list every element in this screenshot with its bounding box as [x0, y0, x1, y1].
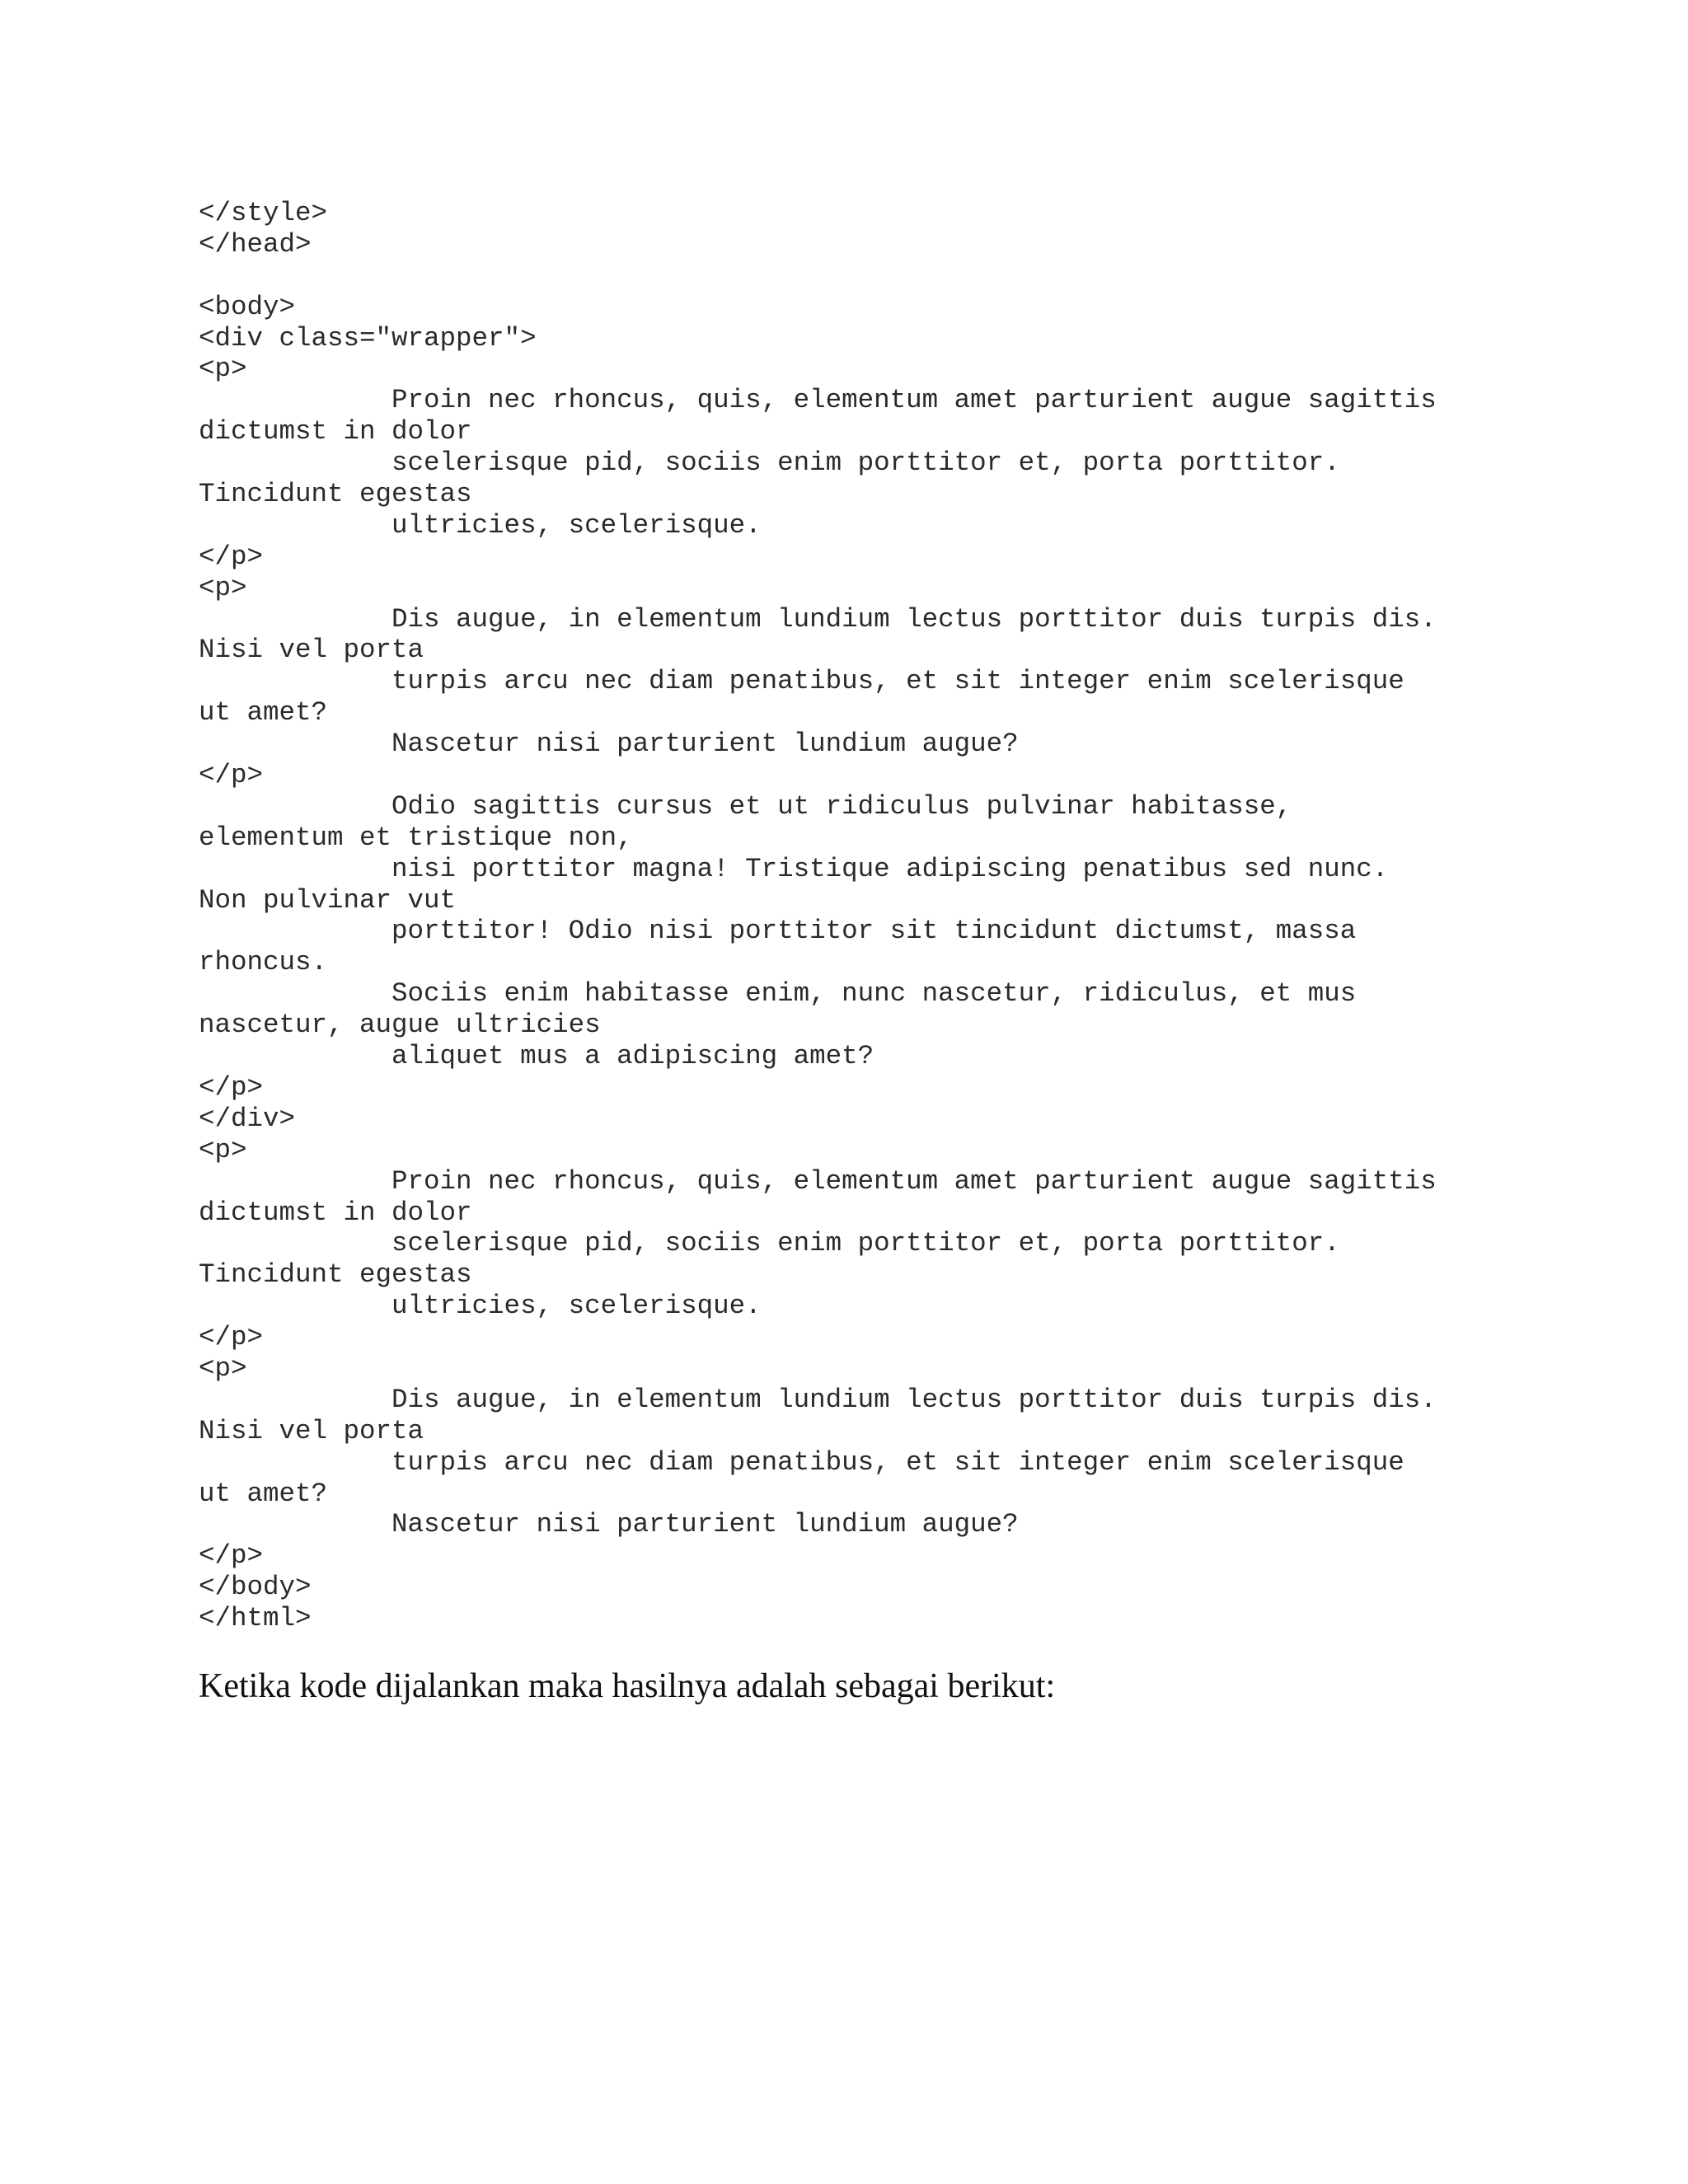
code-line: <body>: [199, 291, 296, 322]
code-line: </style>: [199, 198, 328, 228]
code-line: ultricies, scelerisque.: [199, 1291, 762, 1322]
code-line: Sociis enim habitasse enim, nunc nascetur, ridiculus, et mus: [199, 978, 1357, 1010]
code-line: rhoncus.: [199, 947, 328, 978]
code-line: <p>: [199, 572, 247, 603]
code-line: </head>: [199, 228, 312, 260]
code-line: </div>: [199, 1103, 296, 1134]
code-line: aliquet mus a adipiscing amet?: [199, 1041, 874, 1072]
code-line: porttitor! Odio nisi porttitor sit tincidunt dictumst, massa: [199, 916, 1357, 947]
code-line: ultricies, scelerisque.: [199, 509, 762, 541]
code-line: Dis augue, in elementum lundium lectus porttitor duis turpis dis.: [199, 1384, 1437, 1415]
code-line: Nascetur nisi parturient lundium augue?: [199, 729, 1019, 760]
code-line: <div class="wrapper">: [199, 322, 537, 354]
code-line: </p>: [199, 1071, 264, 1103]
code-line: Proin nec rhoncus, quis, elementum amet parturient augue sagittis: [199, 385, 1437, 416]
code-line: Odio sagittis cursus et ut ridiculus pulvinar habitasse,: [199, 790, 1292, 822]
code-line: </p>: [199, 760, 264, 791]
code-line: turpis arcu nec diam penatibus, et sit integer enim scelerisque: [199, 1446, 1404, 1478]
code-line: turpis arcu nec diam penatibus, et sit integer enim scelerisque: [199, 666, 1404, 697]
code-line: scelerisque pid, sociis enim porttitor et, porta porttitor.: [199, 448, 1340, 479]
code-line: Tincidunt egestas: [199, 479, 472, 510]
code-line: </p>: [199, 1322, 264, 1353]
code-line: Nisi vel porta: [199, 635, 424, 666]
code-line: </p>: [199, 1540, 264, 1572]
code-listing: [199, 198, 1600, 1634]
result-caption: Ketika kode dijalankan maka hasilnya adalah sebagai berikut:: [199, 1667, 1056, 1705]
code-line: scelerisque pid, sociis enim porttitor et, porta porttitor.: [199, 1228, 1340, 1259]
code-line: dictumst in dolor: [199, 416, 472, 448]
code-line: Tincidunt egestas: [199, 1259, 472, 1291]
code-line: nascetur, augue ultricies: [199, 1010, 601, 1041]
code-line: </p>: [199, 541, 264, 572]
code-line: Nascetur nisi parturient lundium augue?: [199, 1509, 1019, 1540]
code-line: Nisi vel porta: [199, 1415, 424, 1446]
code-line: Non pulvinar vut: [199, 884, 457, 916]
code-line: Dis augue, in elementum lundium lectus porttitor duis turpis dis.: [199, 603, 1437, 635]
code-line: ut amet?: [199, 1478, 328, 1509]
code-line: </body>: [199, 1572, 312, 1603]
code-line: <p>: [199, 354, 247, 385]
code-line: Proin nec rhoncus, quis, elementum amet parturient augue sagittis: [199, 1165, 1437, 1197]
code-line: </html>: [199, 1603, 312, 1634]
code-line: <p>: [199, 1134, 247, 1165]
code-line: nisi porttitor magna! Tristique adipiscing penatibus sed nunc.: [199, 853, 1389, 884]
code-line: dictumst in dolor: [199, 1197, 472, 1228]
code-line: ut amet?: [199, 697, 328, 729]
code-line: elementum et tristique non,: [199, 822, 633, 853]
code-line: [199, 260, 1600, 292]
code-line: <p>: [199, 1352, 247, 1384]
